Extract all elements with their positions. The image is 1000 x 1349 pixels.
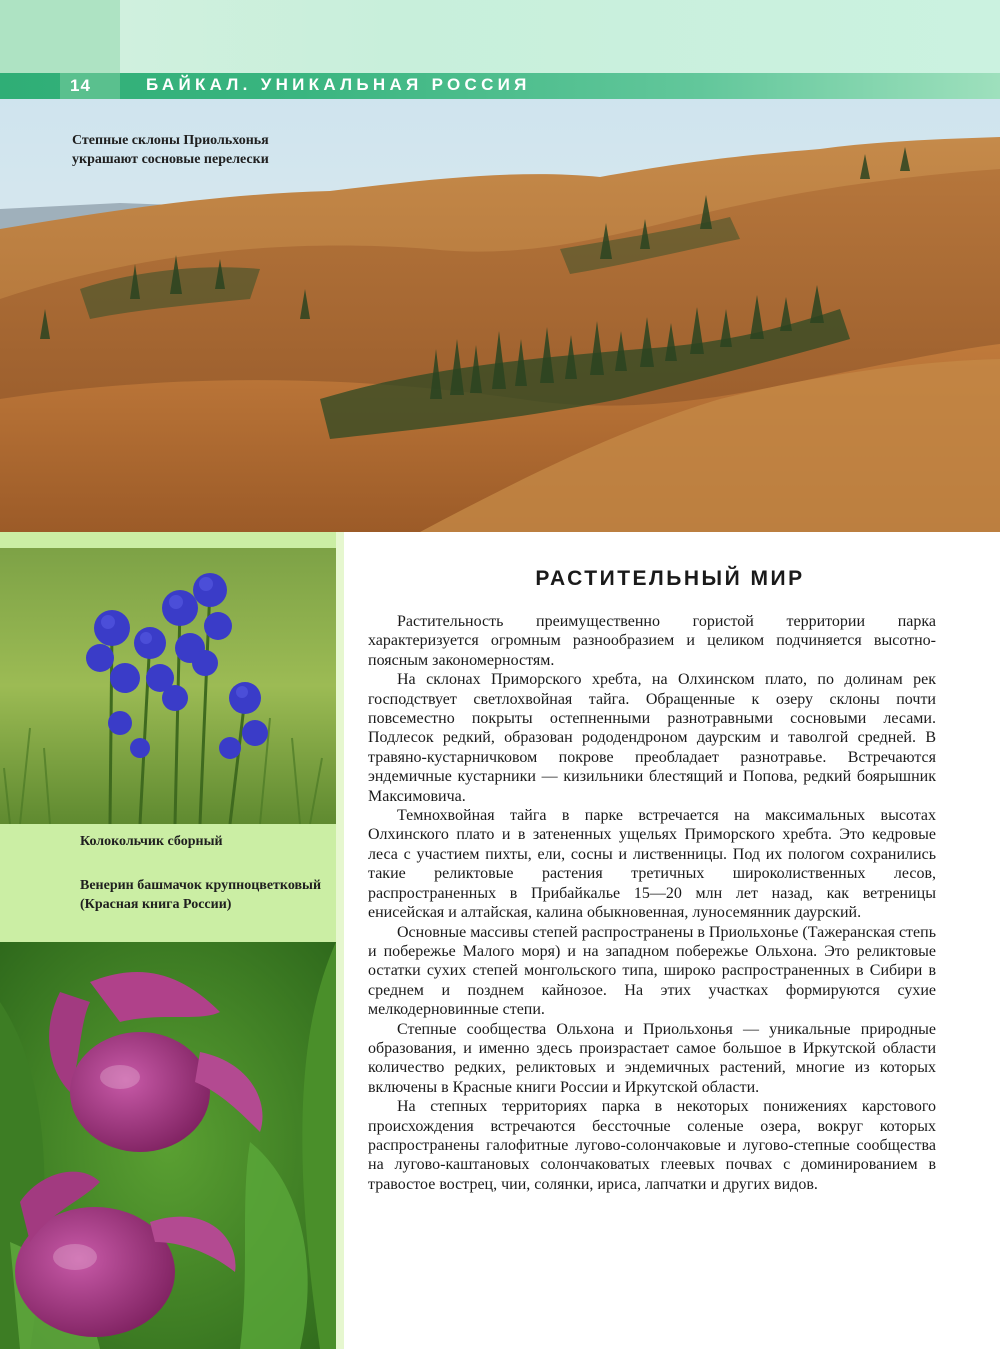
caption-orchid: Венерин башмачок крупноцветковый (Красная книга России)	[80, 878, 322, 912]
paragraph: На склонах Приморского хребта, на Олхинском плато, по долинам рек господствует светлохвойная тайга. Обращенные к озеру склоны почти повсеместно покрыты остепненными разнотравными сосновыми лесами. Подлесок редкий, образован рододендроном даурским и таволгой средней. В травяно-кустарничковом покрове преобладает разнотравье. Встречаются эндемичные кустарники — кизильники блестящий и Попова, редкий боярышник Максимовича.	[368, 671, 936, 805]
top-decor-band	[0, 0, 1000, 73]
paragraph: Основные массивы степей распространены в Приольхонье (Тажеранская степь и побережье Малого моря) и на западном побережье Ольхона. Это реликтовые остатки сухих степей монгольского типа, широко распространенных в Сибири в среднем и позднем кайнозое. На этих участках формируются сухие мелкодерновинные степи.	[368, 923, 936, 1019]
page-number-box	[60, 73, 120, 99]
top-corner-block	[0, 0, 120, 73]
paragraph: Темнохвойная тайга в парке встречается на максимальных высотах Олхинского плато и в затененных ущельях Приморского хребта. Это кедровые леса с участием пихты, ели, сосны и лиственницы. Под их пологом сохранились такие реликтовые растения третичных широколиственных лесов, распространенных в Прибайкалье 15—20 млн лет назад, как ветреницы енисейская и алтайская, калина обыкновенная, луносемянник даурский.	[368, 807, 936, 922]
sidebar-divider	[336, 532, 344, 1349]
running-header	[0, 73, 1000, 99]
landscape-caption: Степные склоны Приольхонья украшают сосновые перелески	[72, 133, 269, 167]
page-number: 14	[70, 76, 91, 95]
paragraph: На степных территориях парка в некоторых понижениях карстового происхождения встречаются бессточные соленые озера, вокруг которых распространены галофитные лугово-солончаковые и лугово-степные сообщества на лугово-каштановых солончаковатых глеевых почвах с доминированием в травостое вострец, чии, солянки, ириса, лапчатки и других видов.	[368, 1098, 936, 1193]
running-title: БАЙКАЛ. УНИКАЛЬНАЯ РОССИЯ	[146, 75, 531, 94]
paragraph: Растительность преимущественно гористой территории парка характеризуется огромным разнообразием и целиком подчиняется высотно-поясным закономерностям.	[368, 613, 936, 669]
article-body	[368, 612, 936, 1194]
article-title: РАСТИТЕЛЬНЫЙ МИР	[535, 567, 805, 590]
paragraph: Степные сообщества Ольхона и Приольхонья — уникальные природные образования, и именно здесь произрастает самое большое в Иркутской области количество редких, реликтовых и эндемичных растений, многие из которых включены в Красные книги России и Иркутской области.	[368, 1020, 936, 1096]
bellflower-photo	[0, 548, 336, 824]
caption-bellflower: Колокольчик сборный	[80, 834, 223, 849]
orchid-photo	[0, 942, 336, 1349]
